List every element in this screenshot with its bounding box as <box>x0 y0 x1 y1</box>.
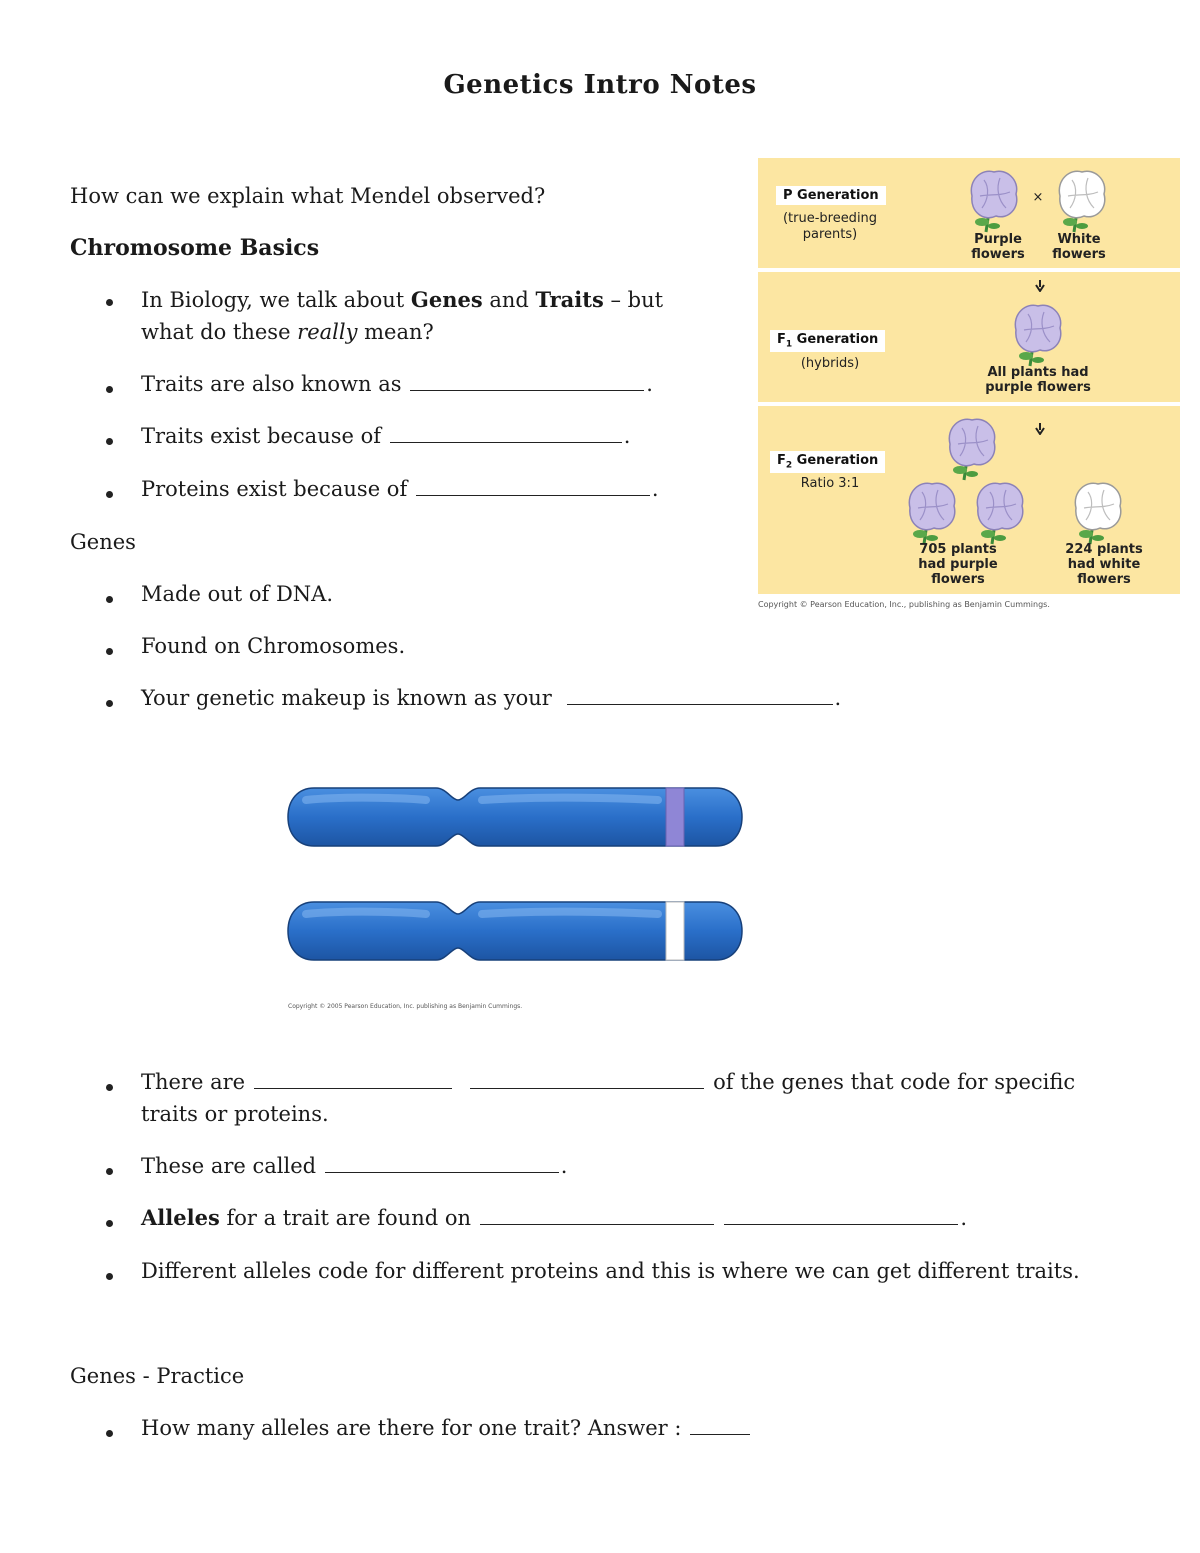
text-fragment: had purple <box>918 557 998 572</box>
text-fragment: . <box>646 372 653 396</box>
fill-in-blank[interactable] <box>390 422 622 443</box>
text-fragment: parents) <box>802 227 858 242</box>
text-fragment: (true-breeding <box>782 211 878 226</box>
text-fragment: Generation <box>792 453 879 468</box>
purple-flowers-caption <box>963 232 1033 262</box>
bullet-icon <box>106 1168 113 1175</box>
bullet-icon <box>106 491 113 498</box>
text-fragment: . <box>623 424 631 448</box>
bullet-these-are-called <box>141 1150 567 1182</box>
bullet-traits-exist <box>141 420 630 452</box>
arrow-down-icon <box>1034 280 1046 292</box>
purple-flower-icon <box>1010 300 1066 368</box>
fill-in-blank[interactable] <box>567 684 833 705</box>
purple-flower-icon <box>944 414 1000 482</box>
mendel-cross-figure <box>758 158 1180 594</box>
text-fragment: 1 <box>785 339 793 350</box>
chromosome-top <box>288 788 742 846</box>
figure-copyright: Copyright © Pearson Education, Inc., publishing as Benjamin Cummings. <box>758 600 1050 609</box>
bullet-how-many-alleles <box>141 1412 752 1444</box>
fill-in-blank[interactable] <box>724 1204 958 1225</box>
f1-generation-label <box>770 330 885 352</box>
bullet-icon <box>106 648 113 655</box>
text-fragment: These are called <box>141 1154 317 1178</box>
f1-caption <box>978 365 1098 395</box>
heading-chromosome-basics: Chromosome Basics <box>70 235 320 261</box>
term-genes: Genes <box>410 287 483 312</box>
bullet-icon <box>106 1220 113 1227</box>
text-fragment: what do these <box>141 320 298 344</box>
text-fragment: flowers <box>1052 247 1106 262</box>
f2-purple-count <box>908 542 1008 587</box>
term-alleles: Alleles <box>141 1205 220 1230</box>
text-fragment: – but <box>603 288 664 312</box>
bullet-there-are-line2: traits or proteins. <box>141 1102 329 1126</box>
bullet-alleles-found-on <box>141 1202 967 1234</box>
answer-blank[interactable] <box>690 1414 750 1435</box>
fill-in-blank[interactable] <box>325 1152 559 1173</box>
f2-generation-label <box>770 451 885 473</box>
bullet-icon <box>106 386 113 393</box>
cross-symbol: × <box>1032 190 1044 205</box>
text-fragment: of the genes that code for specific <box>713 1070 1076 1094</box>
text-fragment: F <box>777 332 786 347</box>
text-fragment: purple flowers <box>985 380 1091 395</box>
text-fragment: There are <box>141 1070 246 1094</box>
text-fragment: Proteins exist because of <box>141 477 408 501</box>
bullet-made-of-dna: Made out of DNA. <box>141 582 333 606</box>
text-fragment: mean? <box>357 320 434 344</box>
term-traits: Traits <box>535 287 604 312</box>
bullet-found-on-chromosomes: Found on Chromosomes. <box>141 634 406 658</box>
text-fragment: flowers <box>1077 572 1131 587</box>
text-fragment: How many alleles are there for one trait? Answer : <box>141 1416 682 1440</box>
bullet-genetic-makeup <box>141 682 841 714</box>
text-fragment: All plants had <box>987 365 1089 380</box>
bullet-genes-traits-line2 <box>141 316 434 348</box>
text-fragment: 224 plants <box>1065 542 1143 557</box>
text-fragment: Traits exist because of <box>141 424 382 448</box>
f2-ratio: Ratio 3:1 <box>800 476 860 491</box>
text-fragment: . <box>651 477 659 501</box>
text-fragment: Generation <box>792 332 879 347</box>
fill-in-blank[interactable] <box>410 370 644 391</box>
white-flowers-caption <box>1044 232 1114 262</box>
text-fragment: flowers <box>931 572 985 587</box>
text-fragment: . <box>560 1154 568 1178</box>
fill-in-blank[interactable] <box>254 1068 452 1089</box>
bullet-icon <box>106 299 113 306</box>
p-generation-subtitle <box>780 211 880 243</box>
bullet-traits-aka <box>141 368 653 400</box>
heading-genes-practice: Genes - Practice <box>70 1364 245 1388</box>
text-fragment: White <box>1057 232 1101 247</box>
bullet-icon <box>106 1273 113 1280</box>
fill-in-blank[interactable] <box>480 1204 714 1225</box>
text-fragment: 2 <box>785 460 793 471</box>
page-title: Genetics Intro Notes <box>443 70 757 100</box>
arrow-down-icon <box>1034 423 1046 435</box>
bullet-there-are <box>141 1066 1075 1098</box>
bullet-proteins-exist <box>141 473 659 505</box>
text-fragment: . <box>834 686 842 710</box>
bullet-icon <box>106 438 113 445</box>
bullet-icon <box>106 1084 113 1091</box>
purple-flower-icon <box>972 478 1028 546</box>
homologous-chromosomes-figure <box>286 786 748 966</box>
emphasis-really: really <box>297 320 358 344</box>
heading-genes: Genes <box>70 530 136 554</box>
fill-in-blank[interactable] <box>470 1068 704 1089</box>
text-fragment: flowers <box>971 247 1025 262</box>
bullet-icon <box>106 596 113 603</box>
white-flower-icon <box>1054 166 1110 234</box>
text-fragment: 705 plants <box>919 542 997 557</box>
chromosome-copyright: Copyright © 2005 Pearson Education, Inc. publishing as Benjamin Cummings. <box>288 1003 523 1010</box>
text-fragment: Purple <box>974 232 1022 247</box>
text-fragment: had white <box>1067 557 1141 572</box>
text-fragment: F <box>777 453 786 468</box>
text-fragment: for a trait are found on <box>219 1206 472 1230</box>
text-fragment: In Biology, we talk about <box>141 288 411 312</box>
purple-flower-icon <box>904 478 960 546</box>
fill-in-blank[interactable] <box>416 475 650 496</box>
bullet-different-alleles: Different alleles code for different proteins and this is where we can get different traits. <box>141 1259 1080 1283</box>
text-fragment: Traits are also known as <box>141 372 402 396</box>
white-flower-icon <box>1070 478 1126 546</box>
bullet-genes-traits <box>141 284 663 316</box>
f1-generation-subtitle: (hybrids) <box>800 356 860 371</box>
bullet-icon <box>106 700 113 707</box>
intro-question: How can we explain what Mendel observed? <box>70 184 546 208</box>
text-fragment: and <box>482 288 536 312</box>
p-generation-label: P Generation <box>776 186 886 205</box>
text-fragment: . <box>960 1206 968 1230</box>
purple-flower-icon <box>966 166 1022 234</box>
bullet-icon <box>106 1430 113 1437</box>
text-fragment: Your genetic makeup is known as your <box>141 686 552 710</box>
chromosome-bottom <box>288 902 742 960</box>
f2-white-count <box>1054 542 1154 587</box>
